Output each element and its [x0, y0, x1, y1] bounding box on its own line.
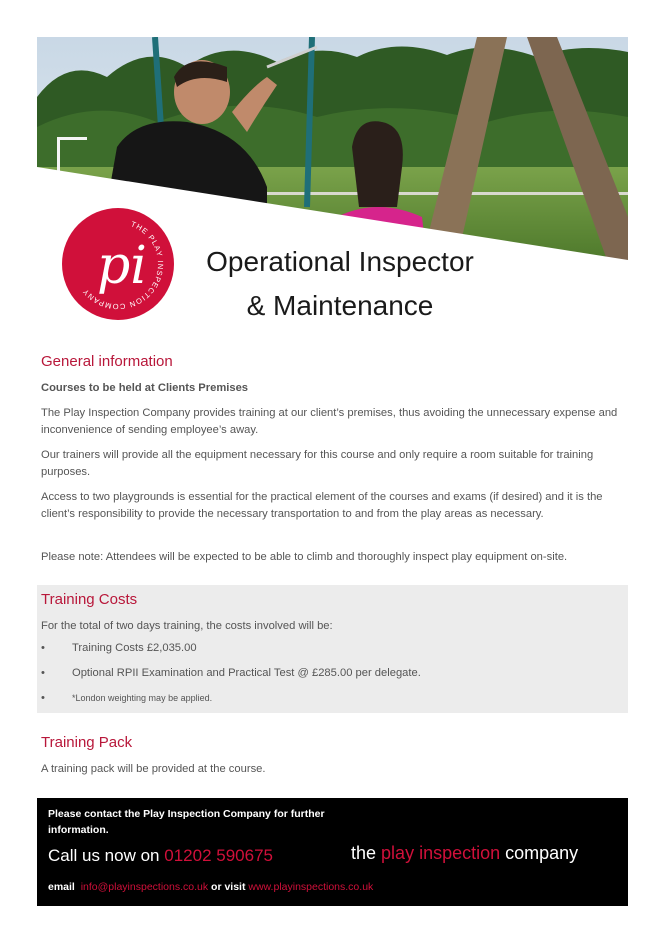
bullet-icon: •: [41, 692, 45, 704]
pack-text: A training pack will be provided at the course.: [41, 763, 266, 775]
logo-monogram: pi: [97, 236, 147, 296]
general-heading: General information: [41, 353, 173, 370]
website-link[interactable]: www.playinspections.co.uk: [248, 881, 374, 893]
phone-link[interactable]: 01202 590675: [164, 846, 273, 865]
bullet-icon: •: [41, 642, 45, 654]
company-logo: [61, 207, 175, 321]
brand-wordmark: [351, 843, 578, 864]
costs-heading: Training Costs: [41, 591, 138, 608]
general-paragraph-2: Our trainers will provide all the equipment necessary for this course and only require a room suitable for training purposes.: [41, 449, 594, 478]
contact-line-2: information.: [48, 824, 109, 836]
contact-line-1: Please contact the Play Inspection Company for further: [48, 808, 325, 820]
costs-item-text: Training Costs £2,035.00: [72, 642, 197, 654]
contact-message: [48, 806, 325, 838]
general-paragraph-3: Access to two playgrounds is essential for the practical element of the courses and exams (if desired) and it is the client’s responsibility to provide the necessary transportation to and from the play areas as necessary.: [41, 491, 603, 520]
logo-ring-text: THE PLAY INSPECTION COMPANY: [80, 219, 166, 312]
pack-heading: Training Pack: [41, 734, 133, 751]
title-line-2: & Maintenance: [246, 290, 434, 321]
call-line: [48, 846, 273, 866]
general-paragraph-4: Please note: Attendees will be expected to be able to climb and thoroughly inspect play equipment on-site.: [41, 551, 568, 563]
brand-company: company: [505, 843, 579, 863]
email-line: [48, 881, 373, 893]
general-paragraph-1: The Play Inspection Company provides training at our client’s premises, thus avoiding the unnecessary expense and inconvenience of sending employee’s away.: [41, 407, 618, 436]
costs-item-text: Optional RPII Examination and Practical Test @ £285.00 per delegate.: [72, 667, 421, 679]
email-link[interactable]: info@playinspections.co.uk: [80, 881, 209, 893]
email-label: email: [48, 881, 75, 893]
title-line-1: Operational Inspector: [206, 246, 474, 277]
page-title: [190, 240, 490, 328]
contact-footer: [37, 798, 628, 906]
brand-play-inspection: play inspection: [381, 843, 501, 863]
call-prefix: Call us now on: [48, 846, 160, 865]
costs-item-text: *London weighting may be applied.: [72, 693, 213, 703]
costs-intro: For the total of two days training, the costs involved will be:: [41, 620, 333, 632]
brand-the: the: [351, 843, 377, 863]
general-subheading: Courses to be held at Clients Premises: [41, 382, 249, 394]
visit-label: or visit: [211, 881, 246, 893]
bullet-icon: •: [41, 667, 45, 679]
